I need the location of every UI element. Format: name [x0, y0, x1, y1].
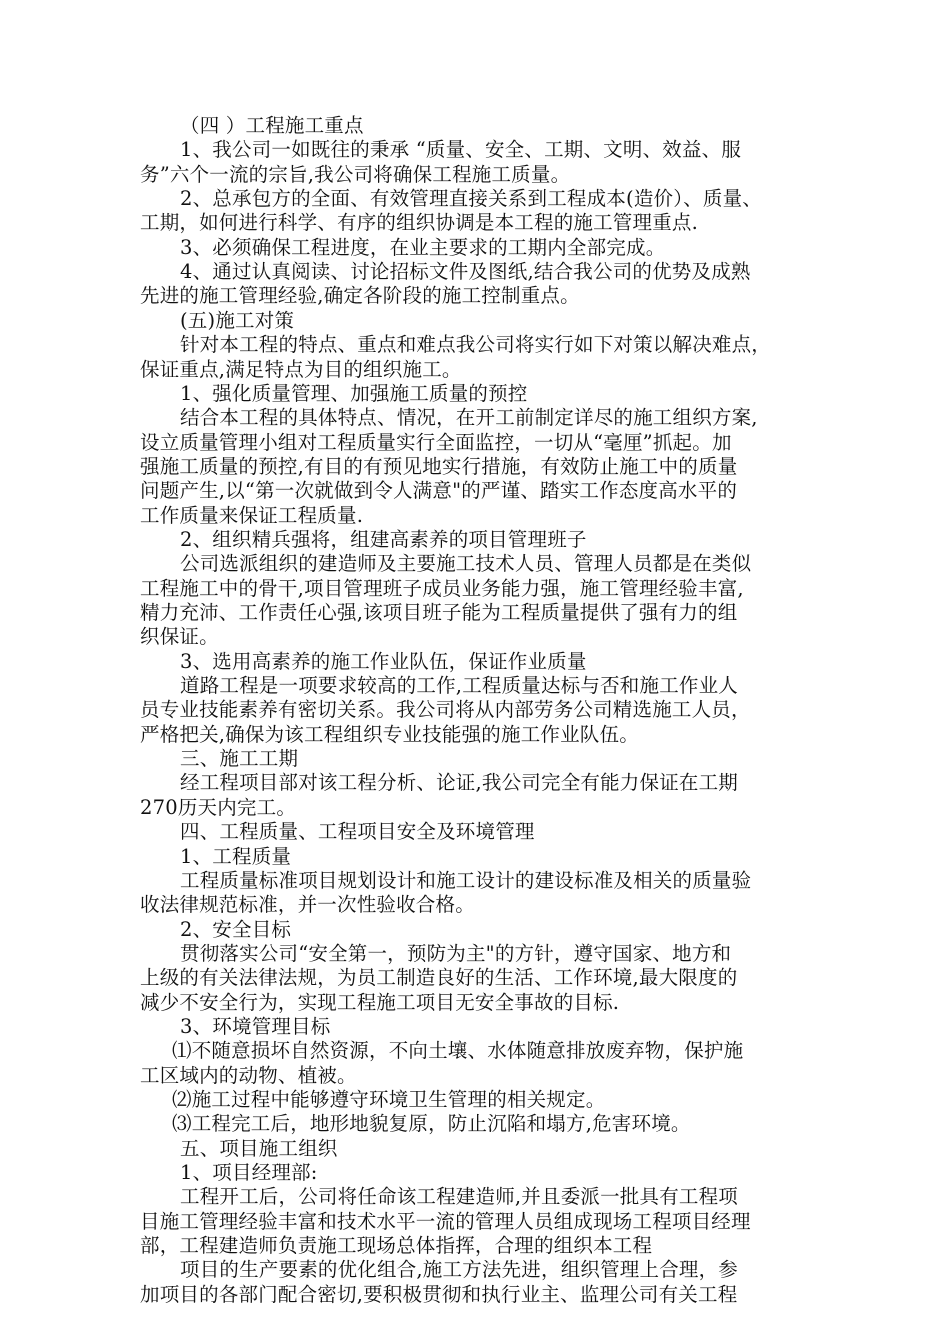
text-line: 严格把关,确保为该工程组织专业技能强的施工作业队伍。: [140, 723, 639, 746]
text-line: 工程施工中的骨干,项目管理班子成员业务能力强，施工管理经验丰富,: [140, 577, 744, 600]
text-line: 设立质量管理小组对工程质量实行全面监控，一切从“毫厘”抓起。加: [140, 431, 732, 454]
text-line: 收法律规范标准，并一次性验收合格。: [140, 893, 475, 916]
text-line: 结合本工程的具体特点、情况，在开工前制定详尽的施工组织方案,: [180, 406, 758, 429]
text-line: 问题产生,以“第一次就做到令人满意"的严谨、踏实工作态度高水平的: [140, 479, 738, 502]
text-line: 上级的有关法律法规，为员工制造良好的生活、工作环境,最大限度的: [140, 966, 738, 989]
text-line: 工作质量来保证工程质量.: [140, 504, 364, 527]
text-line: 3、必须确保工程进度，在业主要求的工期内全部完成。: [180, 236, 666, 259]
text-line: 四、工程质量、工程项目安全及环境管理: [180, 820, 535, 843]
text-line: 减少不安全行为，实现工程施工项目无安全事故的目标.: [140, 991, 620, 1014]
text-line: 精力充沛、工作责任心强,该项目班子能为工程质量提供了强有力的组: [140, 601, 738, 624]
text-line: 工期，如何进行科学、有序的组织协调是本工程的施工管理重点.: [140, 211, 698, 234]
text-line: 员专业技能素养有密切关系。我公司将从内部劳务公司精选施工人员，: [140, 698, 751, 721]
text-line: 工程质量标准项目规划设计和施工设计的建设标准及相关的质量验: [180, 869, 752, 892]
text-line: 道路工程是一项要求较高的工作,工程质量达标与否和施工作业人: [180, 674, 738, 697]
text-line: 务”六个一流的宗旨,我公司将确保工程施工质量。: [140, 163, 571, 186]
text-line: 目施工管理经验丰富和技术水平一流的管理人员组成现场工程项目经理: [140, 1210, 751, 1233]
text-line: 项目的生产要素的优化组合,施工方法先进，组织管理上合理，参: [180, 1258, 738, 1281]
text-line: 3、选用高素养的施工作业队伍，保证作业质量: [180, 650, 587, 673]
text-line: 2、安全目标: [180, 918, 292, 941]
text-line: 贯彻落实公司“安全第一，预防为主"的方针，遵守国家、地方和: [180, 942, 732, 965]
text-line: 2、总承包方的全面、有效管理直接关系到工程成本(造价）、质量、: [180, 187, 762, 210]
text-line: (五)施工对策: [180, 309, 295, 332]
text-line: 工程开工后，公司将任命该工程建造师,并且委派一批具有工程项: [180, 1185, 738, 1208]
text-line: 3、环境管理目标: [180, 1015, 331, 1038]
text-line: 织保证。: [140, 625, 219, 648]
text-line: 针对本工程的特点、重点和难点我公司将实行如下对策以解决难点，: [180, 333, 772, 356]
text-line: 2、组织精兵强将，组建高素养的项目管理班子: [180, 528, 587, 551]
text-line: 保证重点,满足特点为目的组织施工。: [140, 358, 462, 381]
text-line: 强施工质量的预控,有目的有预见地实行措施，有效防止施工中的质量: [140, 455, 738, 478]
text-line: 三、施工工期: [180, 747, 299, 770]
text-line: 1、强化质量管理、加强施工质量的预控: [180, 382, 528, 405]
text-line: 工区域内的动物、植被。: [140, 1064, 357, 1087]
text-line: 1、项目经理部:: [180, 1161, 318, 1184]
text-line: 五、项目施工组织: [180, 1137, 338, 1160]
text-line: （四 ）工程施工重点: [180, 114, 364, 137]
text-line: ⑵施工过程中能够遵守环境卫生管理的相关规定。: [172, 1088, 606, 1111]
text-line: 先进的施工管理经验,确定各阶段的施工控制重点。: [140, 284, 580, 307]
text-line: 1、我公司一如既往的秉承 “质量、安全、工期、文明、效益、服: [180, 138, 742, 161]
text-line: 加项目的各部门配合密切,要积极贯彻和执行业主、监理公司有关工程: [140, 1283, 738, 1306]
text-line: 1、工程质量: [180, 845, 292, 868]
text-line: 经工程项目部对该工程分析、论证,我公司完全有能力保证在工期: [180, 771, 738, 794]
text-line: 4、通过认真阅读、讨论招标文件及图纸,结合我公司的优势及成熟: [180, 260, 751, 283]
text-line: 270历天内完工。: [140, 796, 297, 819]
text-line: ⑶工程完工后，地形地貌复原，防止沉陷和塌方,危害环境。: [172, 1112, 691, 1135]
text-line: ⑴不随意损坏自然资源，不向土壤、水体随意排放废弃物，保护施: [172, 1039, 744, 1062]
text-line: 公司选派组织的建造师及主要施工技术人员、管理人员都是在类似: [180, 552, 752, 575]
text-line: 部，工程建造师负责施工现场总体指挥，合理的组织本工程: [140, 1234, 653, 1257]
